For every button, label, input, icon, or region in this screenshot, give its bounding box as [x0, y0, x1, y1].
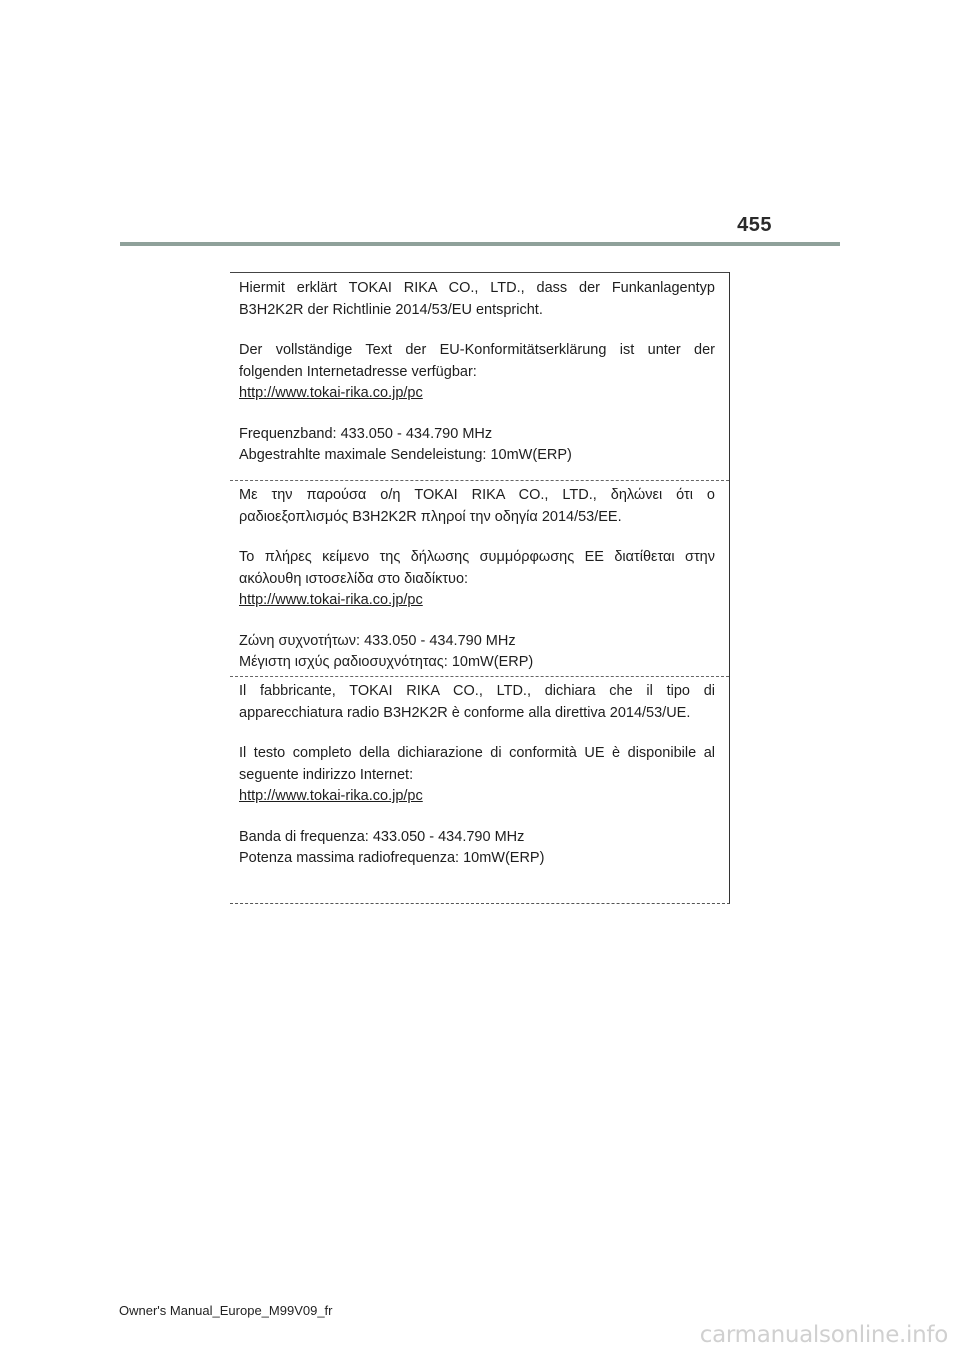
declaration-text-availability: Der vollständige Text der EU-Konformitätserklärung ist unter der folgenden Internetadresse verfügbar:: [239, 342, 715, 380]
declaration-url[interactable]: http://www.tokai-rika.co.jp/pc: [239, 788, 423, 804]
max-power: Abgestrahlte maximale Sendeleistung: 10mW(ERP): [239, 447, 572, 463]
max-power: Μέγιστη ισχύς ραδιοσυχνότητας: 10mW(ERP): [239, 654, 534, 670]
frequency-band: Ζώνη συχνοτήτων: 433.050 - 434.790 MHz: [239, 632, 516, 649]
declaration-greek: [230, 480, 729, 674]
declaration-text-availability: Το πλήρες κείμενο της δήλωσης συμμόρφωσης ΕΕ διατίθεται στην ακόλουθη ιστοσελίδα στο διαδίκτυο:: [239, 549, 715, 587]
declaration-intro: Hiermit erklärt TOKAI RIKA CO., LTD., dass der Funkanlagentyp B3H2K2R der Richtlinie 2014/53/EU entspricht.: [239, 280, 715, 318]
declaration-box: [230, 272, 730, 904]
header-rule: [120, 242, 840, 246]
declaration-url[interactable]: http://www.tokai-rika.co.jp/pc: [239, 592, 423, 608]
declaration-italian: [230, 676, 729, 870]
declaration-intro: Il fabbricante, TOKAI RIKA CO., LTD., dichiara che il tipo di apparecchiatura radio B3H2K2R è conforme alla direttiva 2014/53/UE.: [239, 683, 715, 721]
frequency-band: Banda di frequenza: 433.050 - 434.790 MHz: [239, 828, 525, 845]
frequency-band: Frequenzband: 433.050 - 434.790 MHz: [239, 425, 493, 442]
max-power: Potenza massima radiofrequenza: 10mW(ERP): [239, 850, 545, 866]
page-number: 455: [737, 214, 772, 236]
watermark: carmanualsonline.info: [699, 1322, 948, 1348]
declaration-url[interactable]: http://www.tokai-rika.co.jp/pc: [239, 385, 423, 401]
declaration-german: [230, 278, 729, 467]
declaration-text-availability: Il testo completo della dichiarazione di conformità UE è disponibile al seguente indirizzo Internet:: [239, 745, 715, 783]
footer-label: Owner's Manual_Europe_M99V09_fr: [119, 1303, 333, 1318]
declaration-intro: Με την παρούσα ο/η TOKAI RIKA CO., LTD., δηλώνει ότι ο ραδιοεξοπλισμός B3H2K2R πληροί την οδηγία 2014/53/ΕΕ.: [239, 487, 715, 525]
